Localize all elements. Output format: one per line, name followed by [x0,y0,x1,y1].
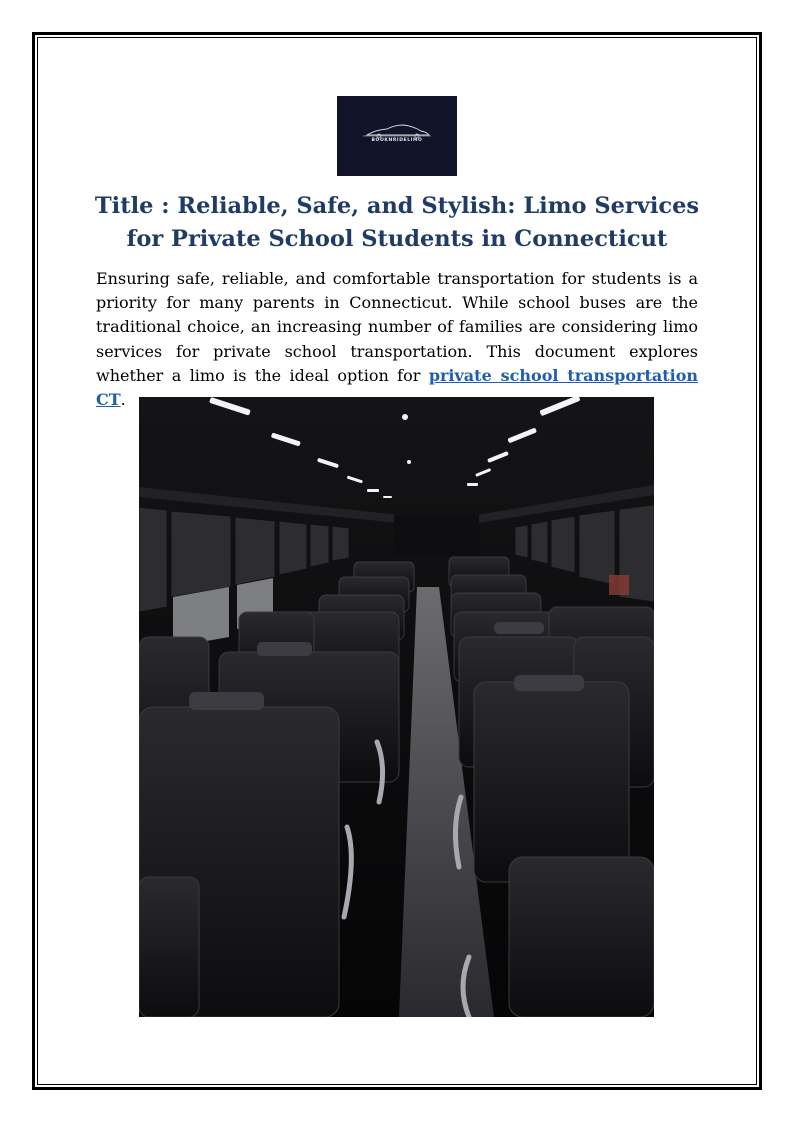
paragraph-text: Ensuring safe, reliable, and comfortable transportation for students is a priority for many parents in Connecticut. While school buses are the traditional choice, an increasing number of families are considering limo services for private school transportation. This document explores whether a limo is the ideal option for [96,269,698,385]
document-title [90,190,704,256]
company-logo [337,96,457,176]
title-line-1: Title : Reliable, Safe, and Stylish: Limo Services [94,193,700,219]
intro-paragraph [96,267,698,412]
title-line-2: for Private School Students in Connecticut [126,226,668,252]
bus-interior-photo [139,397,654,1017]
limo-car-icon [337,96,457,176]
paragraph-end: . [120,390,126,410]
bus-interior-illustration [139,397,654,1017]
logo-text: BOOKNRIDELIMO [371,138,423,143]
transportation-link[interactable]: private school transportation CT [96,365,698,410]
